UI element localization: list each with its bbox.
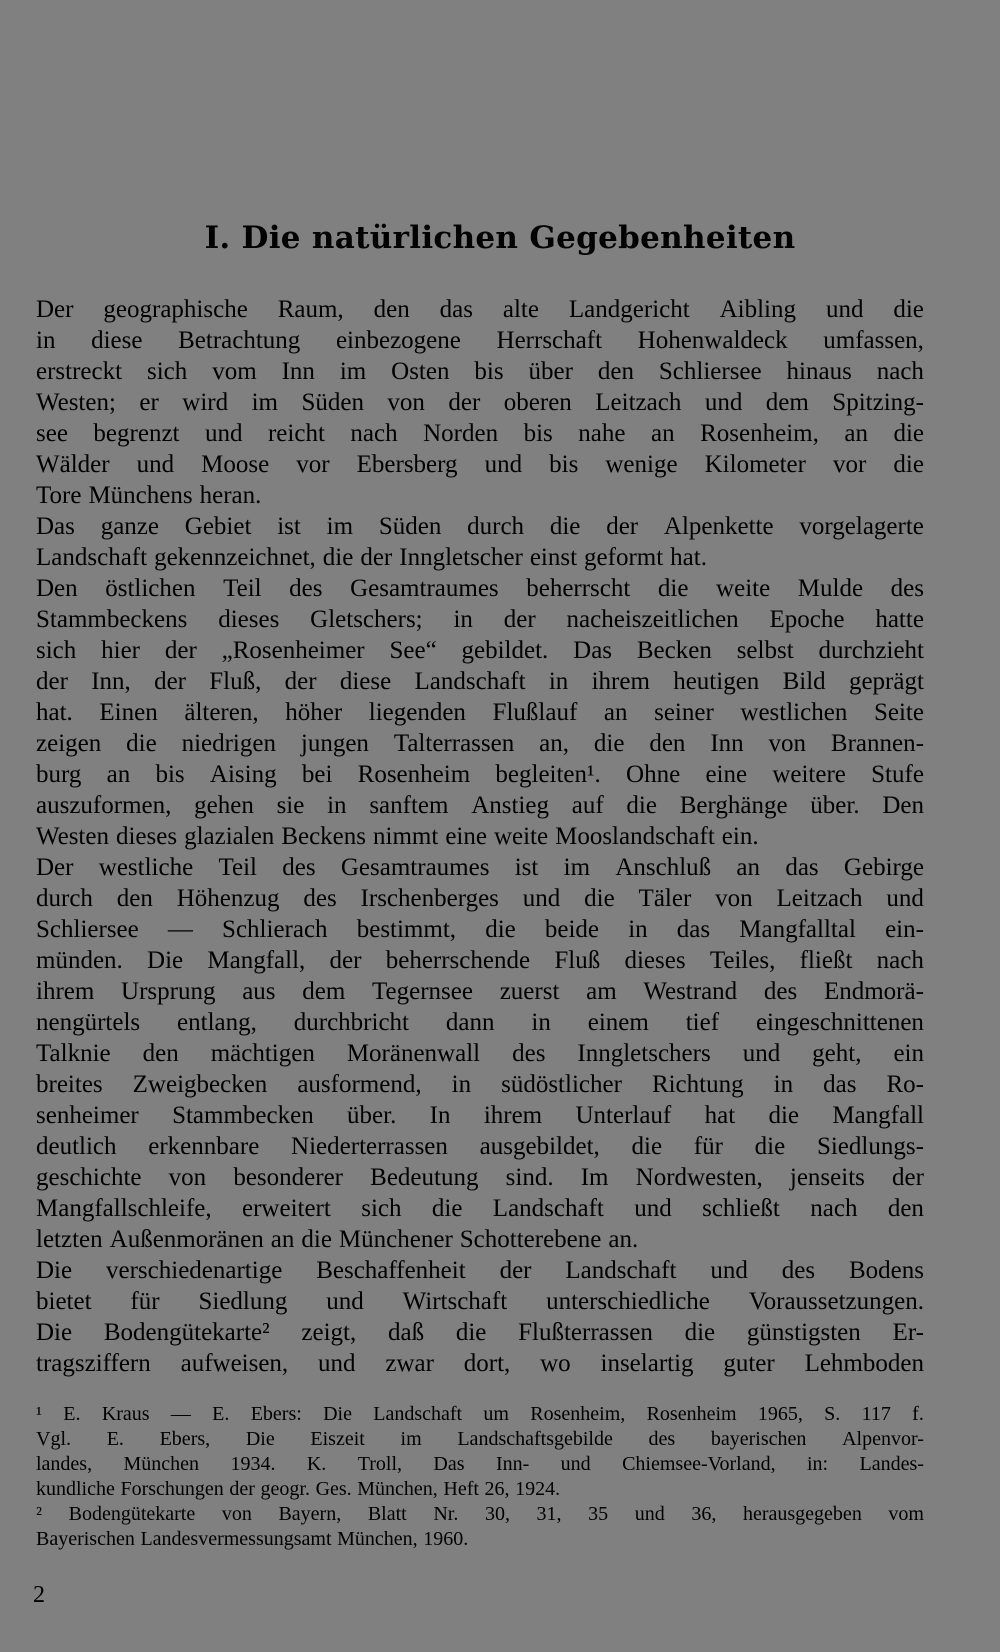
body-line: Das ganze Gebiet ist im Süden durch die der Alpenkette vorgelagerte bbox=[36, 513, 924, 540]
body-line: der Inn, der Fluß, der diese Landschaft in ihrem heutigen Bild geprägt bbox=[36, 668, 924, 695]
footnote-line: Vgl. E. Ebers, Die Eiszeit im Landschaftsgebilde des bayerischen Alpenvor- bbox=[36, 1428, 924, 1450]
body-line: Der westliche Teil des Gesamtraumes ist im Anschluß an das Gebirge bbox=[36, 854, 924, 881]
body-line: deutlich erkennbare Niederterrassen ausgebildet, die für die Siedlungs- bbox=[36, 1133, 924, 1160]
body-line: Mangfallschleife, erweitert sich die Landschaft und schließt nach den bbox=[36, 1195, 924, 1222]
body-line: Talknie den mächtigen Moränenwall des Inngletschers und geht, ein bbox=[36, 1040, 924, 1067]
body-line: Die Bodengütekarte² zeigt, daß die Flußterrassen die günstigsten Er- bbox=[36, 1319, 924, 1346]
body-line: Wälder und Moose vor Ebersberg und bis wenige Kilometer vor die bbox=[36, 451, 924, 478]
body-line: ihrem Ursprung aus dem Tegernsee zuerst am Westrand des Endmorä- bbox=[36, 978, 924, 1005]
body-line: Landschaft gekennzeichnet, die der Inngletscher einst geformt hat. bbox=[36, 544, 707, 571]
footnotes bbox=[36, 1402, 924, 1552]
body-line: Der geographische Raum, den das alte Landgericht Aibling und die bbox=[36, 296, 924, 323]
body-line: sich hier der „Rosenheimer See“ gebildet. Das Becken selbst durchzieht bbox=[36, 637, 924, 664]
body-line: Tore Münchens heran. bbox=[36, 482, 262, 509]
body-line: Die verschiedenartige Beschaffenheit der Landschaft und des Bodens bbox=[36, 1257, 924, 1284]
body-line: in diese Betrachtung einbezogene Herrschaft Hohenwaldeck umfassen, bbox=[36, 327, 924, 354]
body-line: hat. Einen älteren, höher liegenden Flußlauf an seiner westlichen Seite bbox=[36, 699, 924, 726]
body-line: burg an bis Aising bei Rosenheim begleiten¹. Ohne eine weitere Stufe bbox=[36, 761, 924, 788]
body-line: see begrenzt und reicht nach Norden bis nahe an Rosenheim, an die bbox=[36, 420, 924, 447]
body-line: geschichte von besonderer Bedeutung sind. Im Nordwesten, jenseits der bbox=[36, 1164, 924, 1191]
body-line: durch den Höhenzug des Irschenberges und die Täler von Leitzach und bbox=[36, 885, 924, 912]
body-line: letzten Außenmoränen an die Münchener Schotterebene an. bbox=[36, 1226, 639, 1253]
body-line: bietet für Siedlung und Wirtschaft unterschiedliche Voraussetzungen. bbox=[36, 1288, 924, 1315]
footnote-line: ² Bodengütekarte von Bayern, Blatt Nr. 30, 31, 35 und 36, herausgegeben vom bbox=[36, 1503, 924, 1525]
body-line: münden. Die Mangfall, der beherrschende Fluß dieses Teiles, fließt nach bbox=[36, 947, 924, 974]
body-line: erstreckt sich vom Inn im Osten bis über den Schliersee hinaus nach bbox=[36, 358, 924, 385]
chapter-title: I. Die natürlichen Gegebenheiten bbox=[204, 220, 796, 256]
body-line: tragsziffern aufweisen, und zwar dort, wo inselartig guter Lehmboden bbox=[36, 1350, 924, 1377]
footnote-line: kundliche Forschungen der geogr. Ges. München, Heft 26, 1924. bbox=[36, 1478, 561, 1500]
footnote-line: Bayerischen Landesvermessungsamt München, 1960. bbox=[36, 1528, 469, 1550]
body-line: nengürtels entlang, durchbricht dann in einem tief eingeschnittenen bbox=[36, 1009, 924, 1036]
body-line: senheimer Stammbecken über. In ihrem Unterlauf hat die Mangfall bbox=[36, 1102, 924, 1129]
body-line: auszuformen, gehen sie in sanftem Anstieg auf die Berghänge über. Den bbox=[36, 792, 924, 819]
footnote-line: ¹ E. Kraus — E. Ebers: Die Landschaft um Rosenheim, Rosenheim 1965, S. 117 f. bbox=[36, 1403, 924, 1425]
body-text bbox=[36, 294, 924, 1379]
body-line: Westen dieses glazialen Beckens nimmt eine weite Mooslandschaft ein. bbox=[36, 823, 759, 850]
body-line: Stammbeckens dieses Gletschers; in der nacheiszeitlichen Epoche hatte bbox=[36, 606, 924, 633]
body-line: Den östlichen Teil des Gesamtraumes beherrscht die weite Mulde des bbox=[36, 575, 924, 602]
body-line: breites Zweigbecken ausformend, in südöstlicher Richtung in das Ro- bbox=[36, 1071, 924, 1098]
body-line: Westen; er wird im Süden von der oberen Leitzach und dem Spitzing- bbox=[36, 389, 924, 416]
body-line: zeigen die niedrigen jungen Talterrassen an, die den Inn von Brannen- bbox=[36, 730, 924, 757]
page-number: 2 bbox=[33, 1582, 45, 1608]
footnote-line: landes, München 1934. K. Troll, Das Inn- und Chiemsee-Vorland, in: Landes- bbox=[36, 1453, 924, 1475]
body-line: Schliersee — Schlierach bestimmt, die beide in das Mangfalltal ein- bbox=[36, 916, 924, 943]
